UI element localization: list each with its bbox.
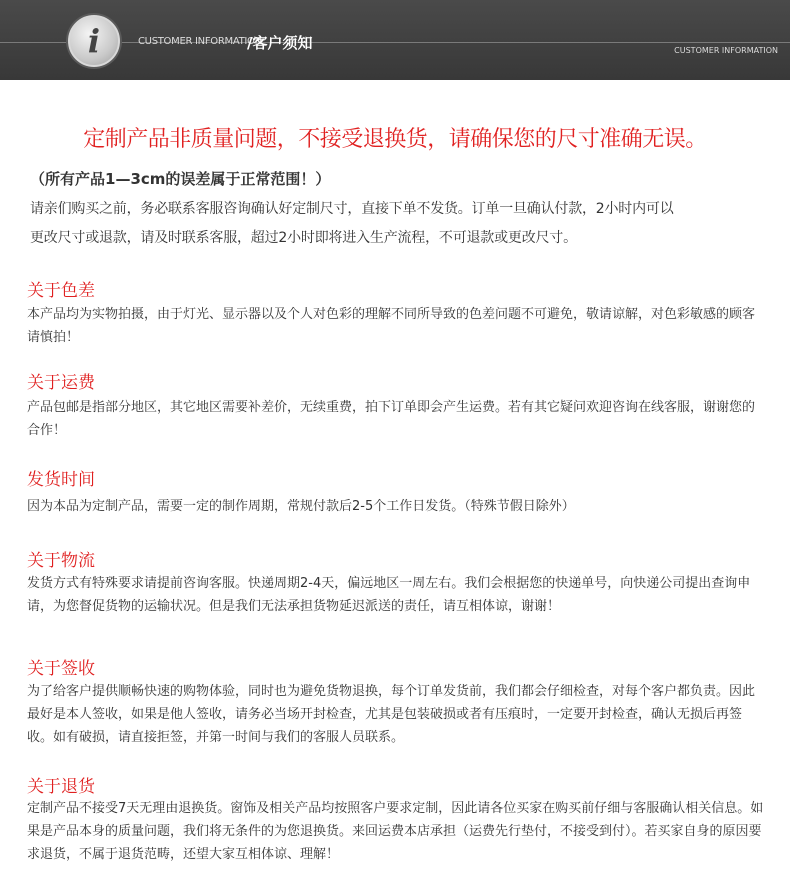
section-body-shipping-fee: 产品包邮是指部分地区，其它地区需要补差价，无续重费，拍下订单即会产生运费。若有其它疑问欢迎咨询在线客服，谢谢您的合作！ [27,400,756,438]
section-title-color-difference: 关于色差 [27,281,95,301]
section-title-logistics: 关于物流 [27,551,95,571]
info-icon-glyph: i [87,22,101,60]
section-title-shipping-fee: 关于运费 [27,373,95,393]
header-title-en: CUSTOMER INFORMATION [138,36,262,47]
section-body-returns: 定制产品不接受7天无理由退换货。窗饰及相关产品均按照客户要求定制，因此请各位买家在购买前仔细与客服确认相关信息。如果是产品本身的质量问题，我们将无条件的为您退换货。来回运费本店承担（运费先行垫付，不接受到付）。若买家自身的原因要求退货，不属于退货范畴，还望大家互相体谅、理解！ [27,801,764,862]
headline-warning: 定制产品非质量问题，不接受退换货，请确保您的尺寸准确无误。 [83,127,707,152]
header-banner [0,0,790,80]
section-title-delivery-time: 发货时间 [27,470,95,490]
intro-line-2: 更改尺寸或退款，请及时联系客服，超过2小时即将进入生产流程，不可退款或更改尺寸。 [30,230,577,246]
section-body-logistics: 发货方式有特殊要求请提前咨询客服。快递周期2-4天，偏远地区一周左右。我们会根据您的快递单号，向快递公司提出查询申请，为您督促货物的运输状况。但是我们无法承担货物延迟派送的责任，请互相体谅，谢谢！ [27,576,751,614]
header-subtitle-en: CUSTOMER INFORMATION [674,46,778,55]
info-icon [68,15,120,67]
section-body-color-difference: 本产品均为实物拍摄，由于灯光、显示器以及个人对色彩的理解不同所导致的色差问题不可避免，敬请谅解，对色彩敏感的顾客请慎拍！ [27,307,756,345]
section-title-returns: 关于退货 [27,777,95,797]
section-body-receipt: 为了给客户提供顺畅快速的购物体验，同时也为避免货物退换，每个订单发货前，我们都会仔细检查，对每个客户都负责。因此最好是本人签收，如果是他人签收，请务必当场开封检查，尤其是包装破损或者有压痕时，一定要开封检查，确认无损后再签收。如有破损，请直接拒签，并第一时间与我们的客服人员联系。 [27,684,756,745]
section-body-delivery-time: 因为本品为定制产品，需要一定的制作周期，常规付款后2-5个工作日发货。（特殊节假日除外） [27,499,575,514]
section-title-receipt: 关于签收 [27,659,95,679]
intro-note: （所有产品1—3cm的误差属于正常范围！） [30,170,331,188]
header-title-cn: /客户须知 [247,34,313,52]
intro-line-1: 请亲们购买之前，务必联系客服咨询确认好定制尺寸，直接下单不发货。订单一旦确认付款，2小时内可以 [30,201,674,217]
